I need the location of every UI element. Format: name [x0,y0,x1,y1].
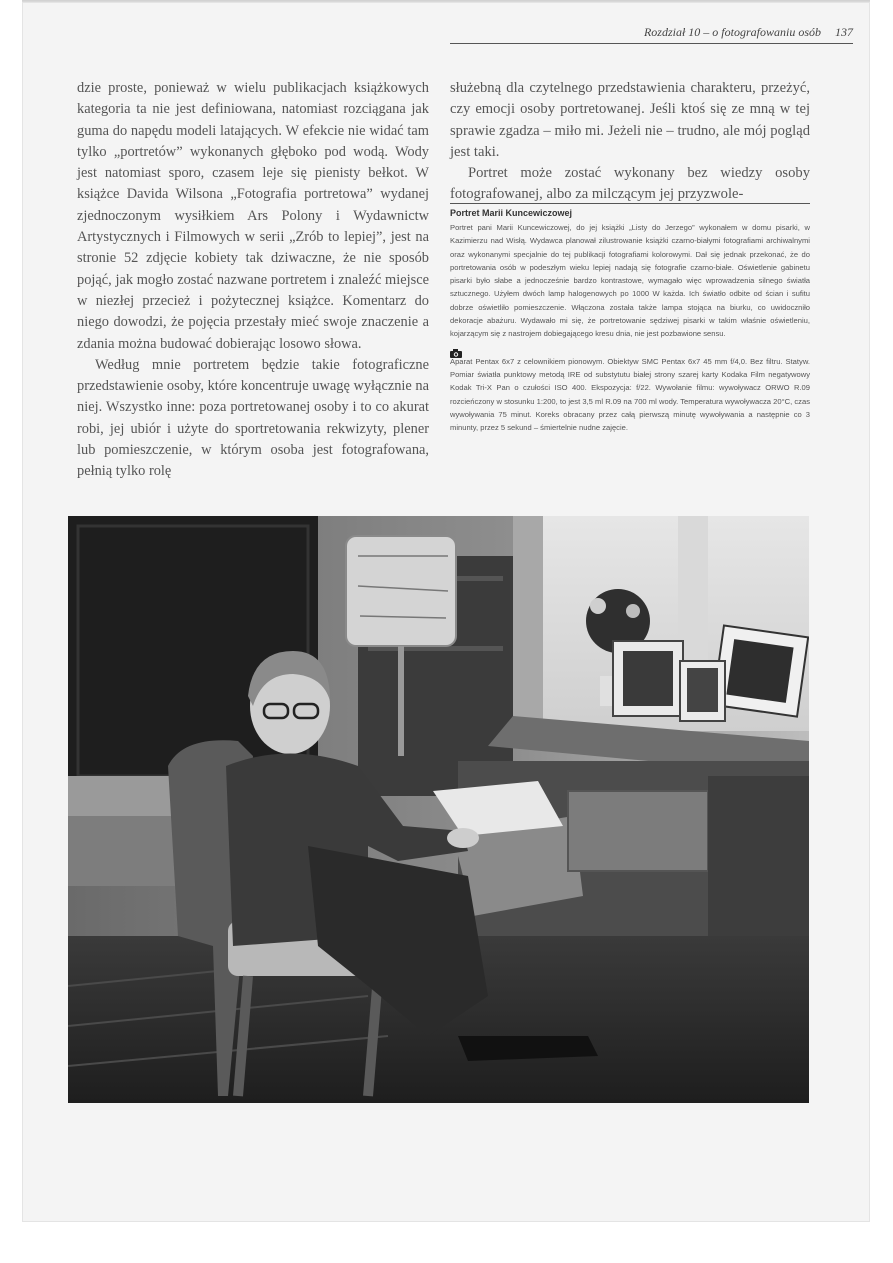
camera-icon [450,345,462,354]
right-text-column [450,78,810,206]
body-paragraph: Portret może zostać wykonany bez wiedzy osoby fotografowanej, albo za milczącym jej przyzwole- [450,165,810,203]
left-text-column [77,78,429,483]
caption-technical: Aparat Pentax 6x7 z celownikiem pionowym. Obiektyw SMC Pentax 6x7 45 mm f/4,0. Bez filtru. Statyw. Pomiar światła punktowy metodą IRE od substytutu białej strony szarej karty Kodaka Film negatywowy Kodak Tri-X Pan o czułości ISO 400. Ekspozycja: f/22. Wywołanie filmu: wywoływacz ORWO R.09 rozcieńczony w stosunku 1:200, to jest 3,5 ml R.09 na 700 ml wody. Temperatura wywoływacza 20°C, czas wywoływania 75 minut. Koreks obracany przez całą pierwszą minutę wywoływania a następnie co 3 minunty, przez 5 sekund – śmiertelnie nudne zajęcie. [450,356,810,433]
page-number: 137 [835,25,853,39]
chapter-title: Rozdział 10 – o fotografowaniu osób [643,25,821,39]
body-paragraph: dzie proste, ponieważ w wielu publikacjach książkowych kategoria ta nie jest definiowana, natomiast rozciągana jak guma do napędu modeli latających. W efekcie nie widać tam tylko „portretów” wykonanych głęboko pod wodą. Wody jest natomiast sporo, czasem leje się pienisty bełkot. W książce Davida Wilsona „Fotografia portretowa” wydanej zjednoczonym wysiłkiem Ars Polony i Wydawnictw Artystycznych i Filmowych w serii „Zrób to lepiej”, jest na stronie 52 zdjęcie kobiety tak dziwaczne, że nie sposób pojąć, jak mogło zostać nazwane portretem i znaleźć miejsce w niezłej przecież i pożytecznej książce. Komentarz do niego dowodzi, że pojęcia przestały mieć swoje znaczenie a zdania można budować dobierając losowo słowa. [77,80,429,352]
desk-drawer [568,791,708,871]
photo-caption [450,208,810,434]
caption-title: Portret Marii Kuncewiczowej [450,208,573,218]
body-paragraph: Według mnie portretem będzie takie fotograficzne przedstawienie osoby, które koncentruje uwagę wyłącznie na niej. Wszystko inne: poza portretowanej osoby i to co akurat robi, jej ubiór i użyte do sportretowania rekwizyty, plener lub pomieszczenie, w którym osoba jest fotografowana, pełnią tylko rolę [77,356,429,480]
running-header [450,24,853,44]
body-paragraph: służebną dla czytelnego przedstawienia charakteru, przeżyć, czy emocji osoby portretowanej. Jeśli ktoś się ze mną w tej sprawie zgadza – miło mi. Jeżeli nie – trudno, ale mój pogląd jest taki. [450,80,810,160]
caption-divider [450,203,810,204]
caption-description: Portret pani Marii Kuncewiczowej, do jej książki „Listy do Jerzego” wykonałem w domu pisarki, w Kazimierzu nad Wisłą. Wydawca planował zilustrowanie książki czarno-białymi fotografiami archiwalnymi oraz wykonanymi specjalnie do tej publikacji fotografiami kolorowymi. Dał się jednak przekonać, że do portretowania osób w podeszłym wieku lepiej nadają się fotografie czarno-białe. Oświetlenie gabinetu pisarki było słabe a jednocześnie bardzo kontrastowe, wymagało więc wprowadzenia silnego światła sztucznego. Użyłem dwóch lamp halogenowych po 1000 W każda. Ich światło odbite od ścian i sufitu dobrze oświetliło pomieszczenie. Włączona została także lampa stojąca na biurku, co uwidoczniło dekoracje abażuru. Wydawało mi się, że portretowanie sędziwej pisarki w takim właśnie oświetleniu, kojarzącym się z nastrojem dobiegającego kresu dnia, nie jest pozbawione sensu. [450,223,810,339]
portrait-photo [68,516,809,1103]
